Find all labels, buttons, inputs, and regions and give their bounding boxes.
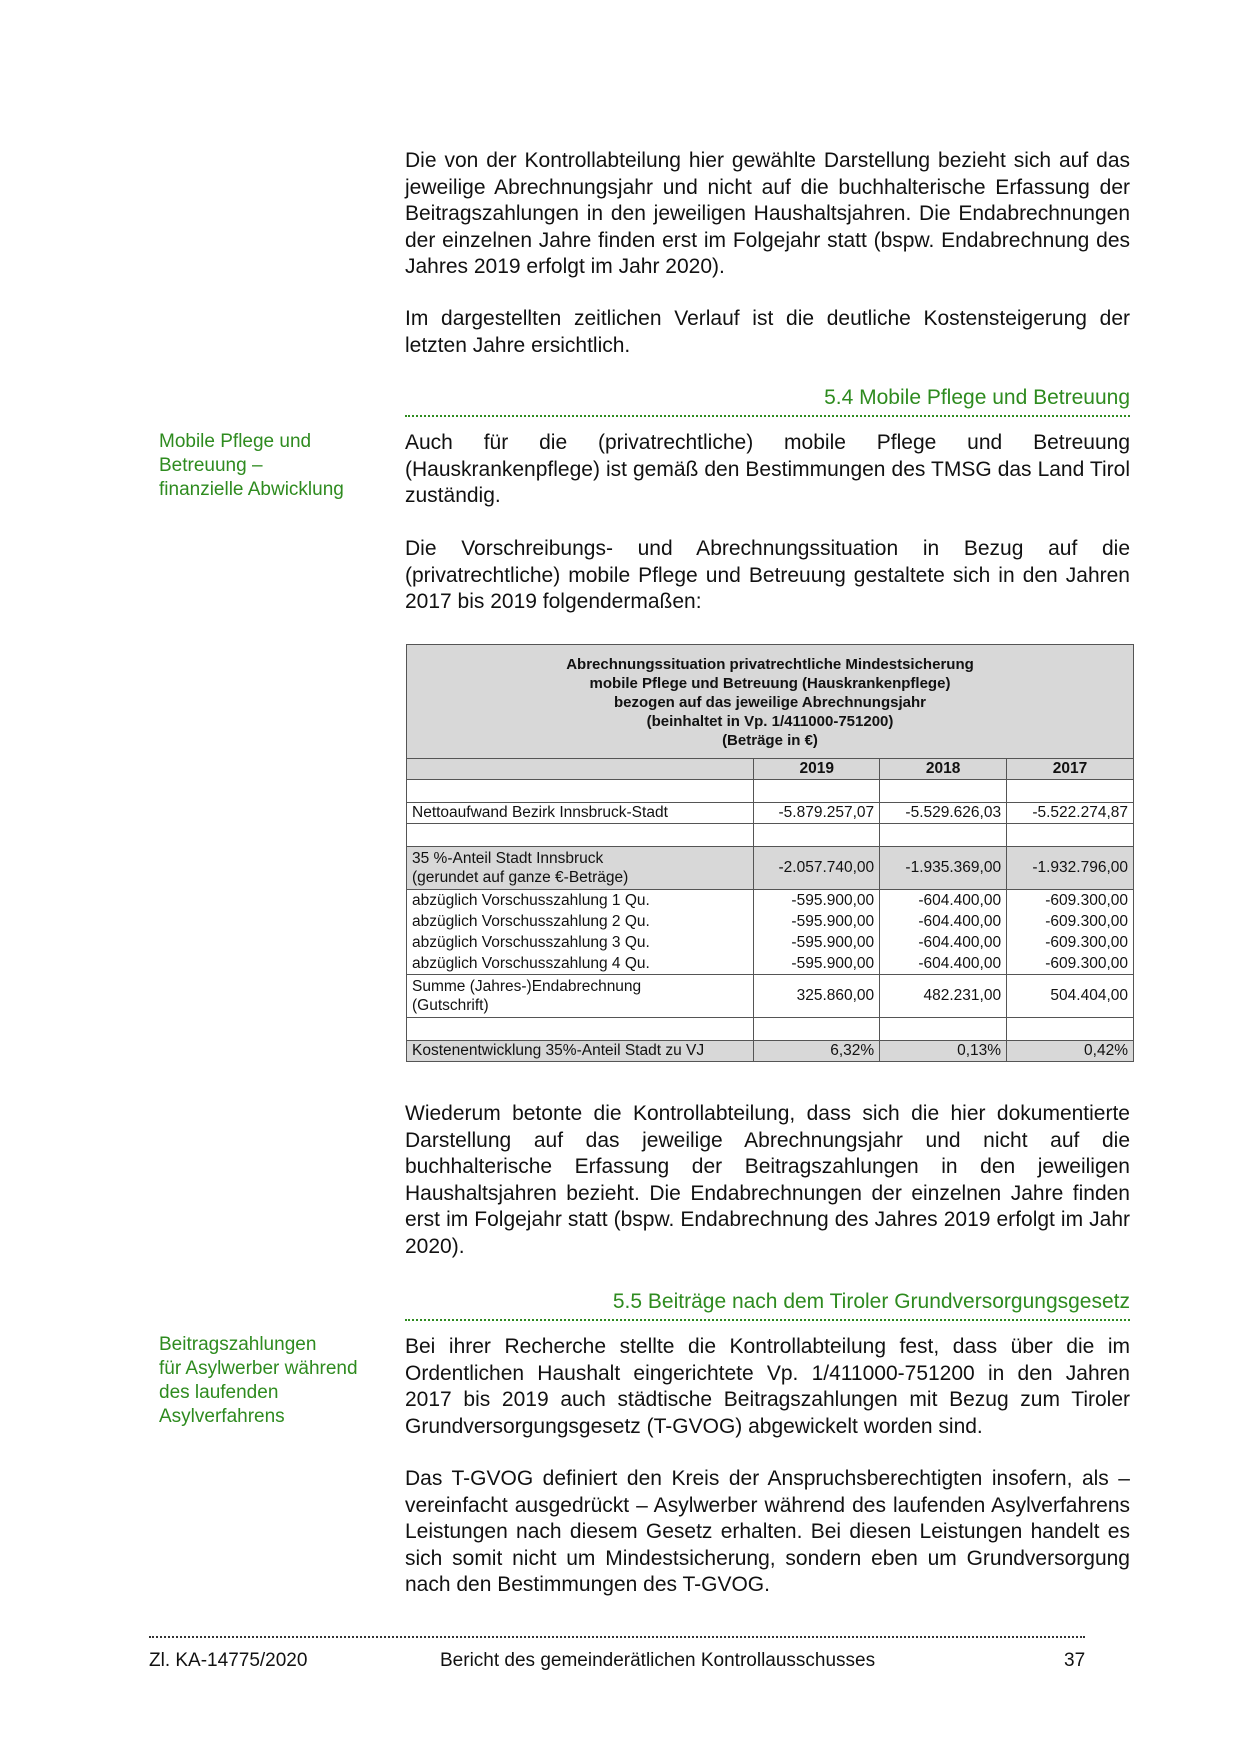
cell-value: -604.400,00 (880, 932, 1007, 953)
row-label: abzüglich Vorschusszahlung 3 Qu. (407, 932, 754, 953)
cell-value: 0,13% (880, 1041, 1007, 1062)
footer-title: Bericht des gemeinderätlichen Kontrollausschusses (440, 1650, 876, 1671)
cell-value: -604.400,00 (880, 953, 1007, 975)
row-label-line: (gerundet auf ganze €-Beträge) (412, 869, 629, 886)
cell-value: 325.860,00 (754, 975, 880, 1018)
cell-value: -609.300,00 (1007, 932, 1134, 953)
cell-value: -604.400,00 (880, 911, 1007, 932)
section-heading-5-4: 5.4 Mobile Pflege und Betreuung (405, 385, 1130, 417)
paragraph-abrechnungssituation: Die Vorschreibungs- und Abrechnungssituation in Bezug auf die (privatrechtliche) mobile Pflege und Betreuung gestaltete sich in den Jahren 2017 bis 2019 folgendermaßen: (405, 537, 1130, 613)
table-header-blank (407, 759, 754, 780)
cell-value: -609.300,00 (1007, 890, 1134, 912)
row-label-line: 35 %-Anteil Stadt Innsbruck (412, 850, 604, 867)
table-title-line: (beinhaltet in Vp. 1/411000-751200) (646, 713, 894, 730)
margin-note-line: Beitragszahlungen (159, 1334, 317, 1355)
footer-reference: Zl. KA-14775/2020 (149, 1650, 308, 1671)
page-number: 37 (1064, 1650, 1086, 1671)
abrechnung-table (406, 644, 1134, 1062)
paragraph-zustaendigkeit: Auch für die (privatrechtliche) mobile Pflege und Betreuung (Hauskrankenpflege) ist gemäß den Bestimmungen des TMSG das Land Tirol zuständig. (405, 431, 1130, 507)
margin-note-mobile-pflege (159, 430, 384, 502)
table-title-line: (Beträge in €) (722, 732, 818, 749)
row-label: abzüglich Vorschusszahlung 4 Qu. (407, 953, 754, 975)
cell-value: -5.522.274,87 (1007, 803, 1134, 824)
table-title-row (407, 645, 1134, 759)
table-header-row (407, 759, 1134, 780)
table-row-kosten (407, 1041, 1134, 1062)
cell-value: 0,42% (1007, 1041, 1134, 1062)
margin-note-line: Betreuung – (159, 455, 263, 476)
table-spacer-row (407, 824, 1134, 847)
cell-value: -2.057.740,00 (754, 847, 880, 890)
row-label: abzüglich Vorschusszahlung 1 Qu. (407, 890, 754, 912)
margin-note-line: finanzielle Abwicklung (159, 479, 344, 500)
cell-value: -609.300,00 (1007, 911, 1134, 932)
cell-value: -609.300,00 (1007, 953, 1134, 975)
row-label-line: Summe (Jahres-)Endabrechnung (412, 978, 642, 995)
margin-note-asylwerber (159, 1333, 384, 1429)
row-label (407, 847, 754, 890)
table-title-line: mobile Pflege und Betreuung (Hauskrankenpflege) (589, 675, 951, 692)
year-header-2019: 2019 (754, 759, 880, 780)
paragraph-kostensteigerung: Im dargestellten zeitlichen Verlauf ist die deutliche Kostensteigerung der letzten Jahre ersichtlich. (405, 307, 1130, 357)
margin-note-line: für Asylwerber während (159, 1358, 358, 1379)
year-header-2018: 2018 (880, 759, 1007, 780)
table-spacer-row (407, 1018, 1134, 1041)
cell-value: -595.900,00 (754, 953, 880, 975)
footer-divider (149, 1636, 1085, 1638)
table-title-line: Abrechnungssituation privatrechtliche Mindestsicherung (566, 656, 974, 673)
row-label: Nettoaufwand Bezirk Innsbruck-Stadt (407, 803, 754, 824)
table-title (407, 645, 1134, 759)
table-row-anteil (407, 847, 1134, 890)
section-heading-5-5: 5.5 Beiträge nach dem Tiroler Grundversorgungsgesetz (405, 1289, 1130, 1321)
year-header-2017: 2017 (1007, 759, 1134, 780)
paragraph-t-gvog: Das T-GVOG definiert den Kreis der Anspruchsberechtigten insofern, als – vereinfacht ausgedrückt – Asylwerber während des laufenden Asylverfahrens Leistungen nach diesem Gesetz erhalten. Bei diesen Leistungen handelt es sich somit nicht um Mindestsicherung, sondern eben um Grundversorgung nach den Bestimmungen des T-GVOG. (405, 1467, 1130, 1596)
margin-note-line: Asylverfahrens (159, 1406, 285, 1427)
row-label-line: (Gutschrift) (412, 997, 489, 1014)
table-spacer-row (407, 780, 1134, 803)
paragraph-wiederum: Wiederum betonte die Kontrollabteilung, dass sich die hier dokumentierte Darstellung auf das jeweilige Abrechnungsjahr und nicht auf die buchhalterische Erfassung der Beitragszahlungen in den jeweiligen Haushaltsjahren bezieht. Die Endabrechnungen der einzelnen Jahre finden erst im Folgejahr statt (bspw. Endabrechnung des Jahres 2019 erfolgt im Jahr 2020). (405, 1102, 1130, 1258)
cell-value: -1.935.369,00 (880, 847, 1007, 890)
row-label (407, 975, 754, 1018)
table-row-vorschuss (407, 932, 1134, 953)
table-row-vorschuss (407, 890, 1134, 912)
row-label: Kostenentwicklung 35%-Anteil Stadt zu VJ (407, 1041, 754, 1062)
margin-note-line: Mobile Pflege und (159, 431, 312, 452)
margin-note-line: des laufenden (159, 1382, 279, 1403)
table-row-vorschuss (407, 953, 1134, 975)
cell-value: -604.400,00 (880, 890, 1007, 912)
table-row-vorschuss (407, 911, 1134, 932)
cell-value: -5.529.626,03 (880, 803, 1007, 824)
cell-value: -595.900,00 (754, 890, 880, 912)
cell-value: 6,32% (754, 1041, 880, 1062)
cell-value: -595.900,00 (754, 932, 880, 953)
cell-value: 482.231,00 (880, 975, 1007, 1018)
table-row-summe (407, 975, 1134, 1018)
table-row-netto (407, 803, 1134, 824)
table-title-line: bezogen auf das jeweilige Abrechnungsjahr (613, 694, 926, 711)
paragraph-darstellung: Die von der Kontrollabteilung hier gewählte Darstellung bezieht sich auf das jeweilige Abrechnungsjahr und nicht auf die buchhalterische Erfassung der Beitragszahlungen in den jeweiligen Haushaltsjahren. Die Endabrechnungen der einzelnen Jahre finden erst im Folgejahr statt (bspw. Endabrechnung des Jahres 2019 erfolgt im Jahr 2020). (405, 149, 1130, 278)
cell-value: -595.900,00 (754, 911, 880, 932)
cell-value: 504.404,00 (1007, 975, 1134, 1018)
cell-value: -1.932.796,00 (1007, 847, 1134, 890)
row-label: abzüglich Vorschusszahlung 2 Qu. (407, 911, 754, 932)
paragraph-recherche: Bei ihrer Recherche stellte die Kontrollabteilung fest, dass über die im Ordentlichen Haushalt eingerichtete Vp. 1/411000-751200 in den Jahren 2017 bis 2019 auch städtische Beitragszahlungen mit Bezug zum Tiroler Grundversorgungsgesetz (T-GVOG) abgewickelt worden sind. (405, 1335, 1130, 1438)
cell-value: -5.879.257,07 (754, 803, 880, 824)
